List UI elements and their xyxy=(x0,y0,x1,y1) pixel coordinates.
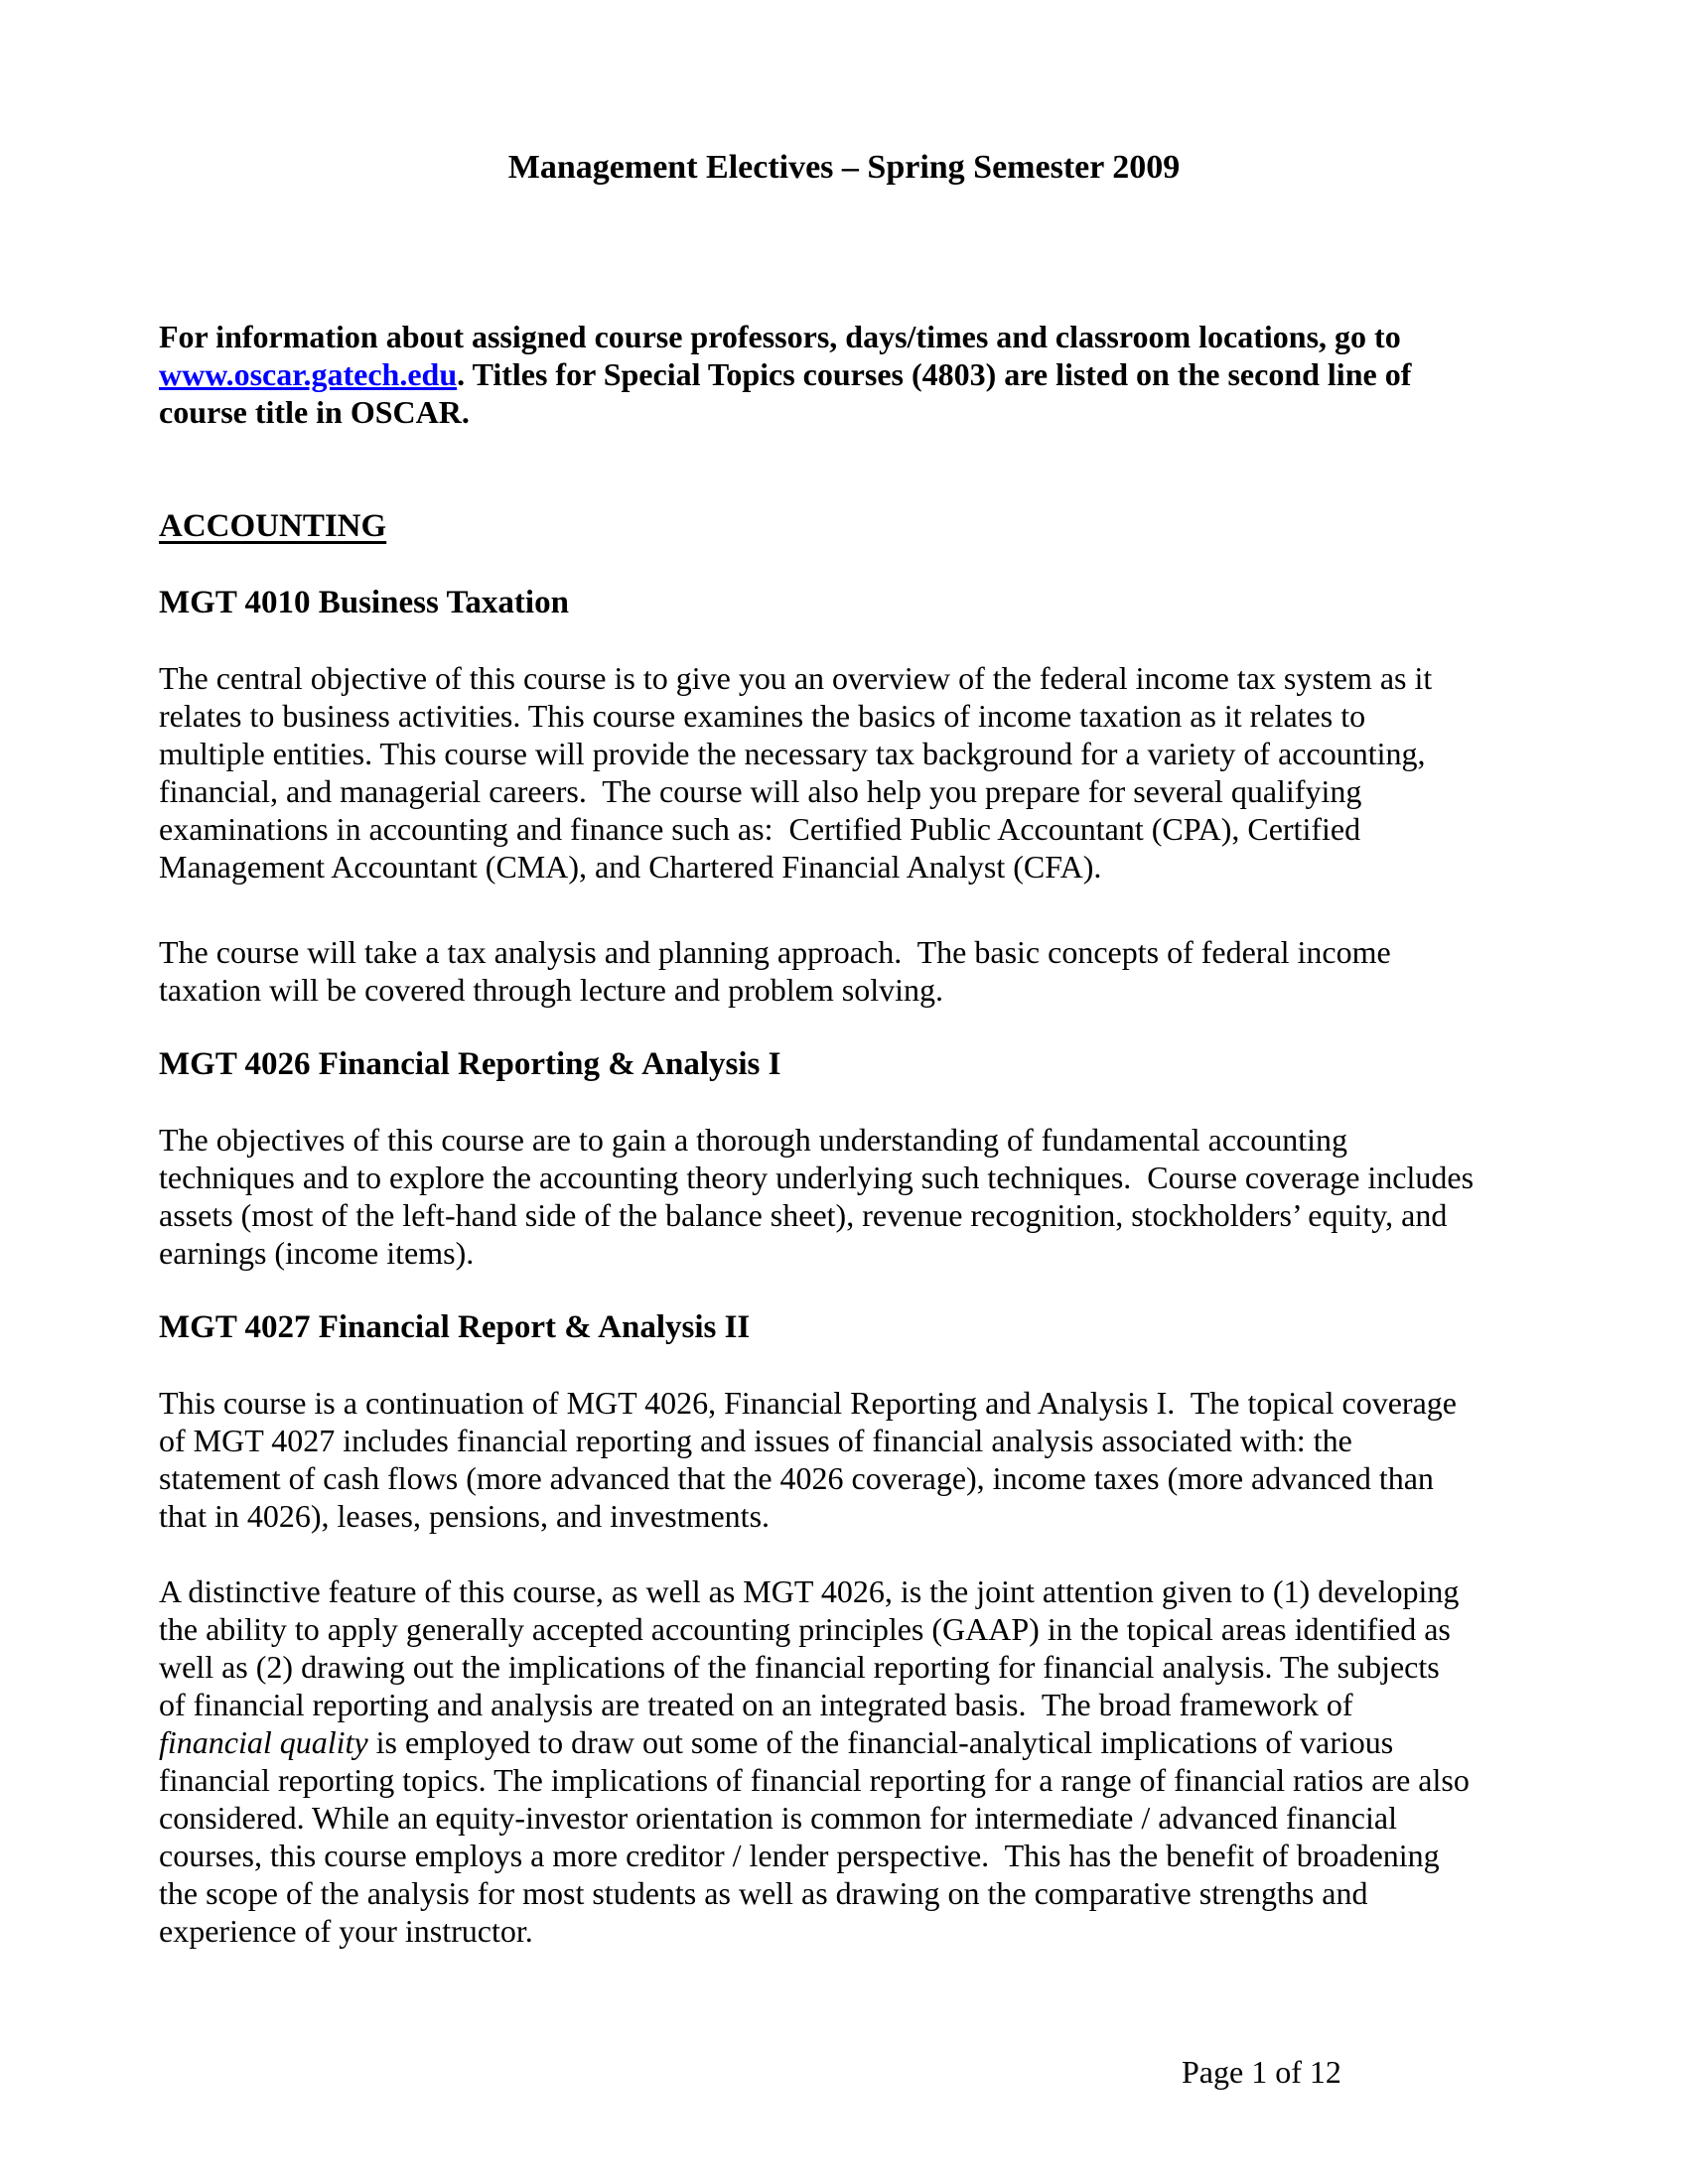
course-description-mgt-4026-p1 xyxy=(159,1121,1549,1272)
text-line: financial reporting topics. The implications of financial reporting for a range of financial ratios are also xyxy=(159,1762,1470,1798)
course-description-mgt-4010-p2 xyxy=(159,933,1549,1009)
text-line: This course is a continuation of MGT 4026, Financial Reporting and Analysis I. The topical coverage xyxy=(159,1385,1457,1421)
text-line: assets (most of the left-hand side of the balance sheet), revenue recognition, stockholders’ equity, and xyxy=(159,1197,1448,1233)
text-line: The objectives of this course are to gain a thorough understanding of fundamental accounting xyxy=(159,1122,1347,1158)
intro-line-1: For information about assigned course professors, days/times and classroom locations, go to xyxy=(159,319,1401,354)
text-line: Management Accountant (CMA), and Chartered Financial Analyst (CFA). xyxy=(159,849,1102,885)
text-line-with-italic xyxy=(159,1723,1549,1761)
text-after-italic: is employed to draw out some of the financial-analytical implications of various xyxy=(367,1724,1394,1760)
text-line: The central objective of this course is to give you an overview of the federal income tax system as it xyxy=(159,660,1433,696)
course-heading-mgt-4027: MGT 4027 Financial Report & Analysis II xyxy=(159,1309,751,1345)
text-line: techniques and to explore the accounting theory underlying such techniques. Course coverage includes xyxy=(159,1160,1475,1195)
text-line: examinations in accounting and finance such as: Certified Public Accountant (CPA), Certified xyxy=(159,811,1361,847)
intro-line-2 xyxy=(159,355,1549,393)
text-line: financial, and managerial careers. The course will also help you prepare for several qualifying xyxy=(159,773,1362,809)
course-description-mgt-4027-p2 xyxy=(159,1572,1549,1950)
text-line: considered. While an equity-investor orientation is common for intermediate / advanced financial xyxy=(159,1800,1397,1836)
text-line: taxation will be covered through lecture and problem solving. xyxy=(159,972,943,1008)
text-line: that in 4026), leases, pensions, and investments. xyxy=(159,1498,771,1534)
text-line: of MGT 4027 includes financial reporting and issues of financial analysis associated with: the xyxy=(159,1423,1352,1458)
page-footer: Page 1 of 12 xyxy=(1182,2054,1341,2090)
course-description-mgt-4010-p1 xyxy=(159,659,1549,886)
intro-paragraph xyxy=(159,318,1549,431)
course-description-mgt-4027-p1 xyxy=(159,1384,1549,1535)
document-title: Management Electives – Spring Semester 2009 xyxy=(507,149,1181,186)
text-line: courses, this course employs a more creditor / lender perspective. This has the benefit of broadening xyxy=(159,1838,1440,1873)
oscar-link[interactable]: www.oscar.gatech.edu xyxy=(159,356,458,392)
text-line: The course will take a tax analysis and planning approach. The basic concepts of federal income xyxy=(159,934,1391,970)
text-line: well as (2) drawing out the implications of the financial reporting for financial analysis. The subjects xyxy=(159,1649,1440,1685)
text-line: the ability to apply generally accepted accounting principles (GAAP) in the topical areas identified as xyxy=(159,1611,1451,1647)
intro-line-2-rest: . Titles for Special Topics courses (4803) are listed on the second line of xyxy=(457,356,1412,392)
text-line: experience of your instructor. xyxy=(159,1913,533,1949)
intro-line-3: course title in OSCAR. xyxy=(159,394,470,430)
text-line: relates to business activities. This course examines the basics of income taxation as it relates to xyxy=(159,698,1366,734)
text-line: multiple entities. This course will provide the necessary tax background for a variety of accounting, xyxy=(159,736,1426,771)
text-line: earnings (income items). xyxy=(159,1235,475,1271)
text-line: the scope of the analysis for most students as well as drawing on the comparative strengths and xyxy=(159,1875,1368,1911)
text-line: A distinctive feature of this course, as well as MGT 4026, is the joint attention given to (1) developing xyxy=(159,1573,1460,1609)
text-line: of financial reporting and analysis are treated on an integrated basis. The broad framework of xyxy=(159,1687,1353,1722)
course-heading-mgt-4010: MGT 4010 Business Taxation xyxy=(159,585,569,620)
section-heading-accounting: ACCOUNTING xyxy=(159,508,387,544)
italic-phrase-financial-quality: financial quality xyxy=(159,1724,368,1760)
course-heading-mgt-4026: MGT 4026 Financial Reporting & Analysis I xyxy=(159,1046,781,1082)
text-line: statement of cash flows (more advanced that the 4026 coverage), income taxes (more advanced than xyxy=(159,1460,1434,1496)
